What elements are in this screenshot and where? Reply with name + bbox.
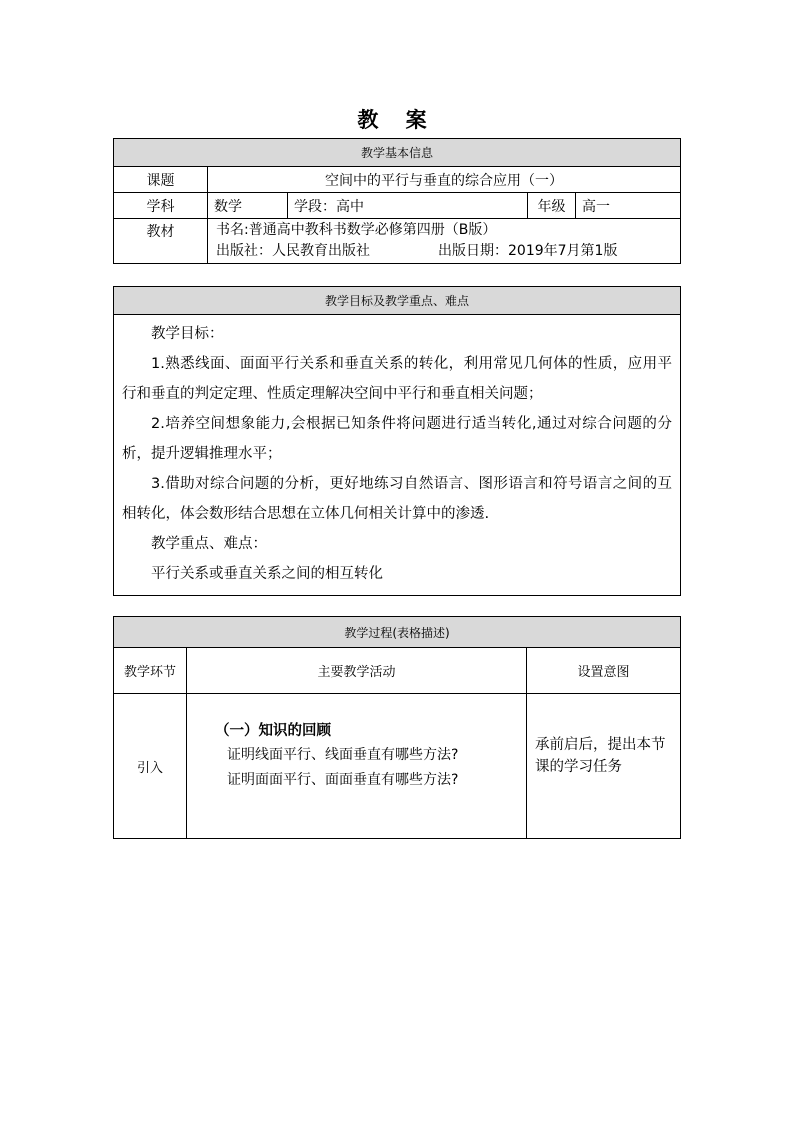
column-header-activity: 主要教学活动 (187, 648, 527, 694)
table-row (114, 694, 681, 839)
activity-question: 证明面面平行、面面垂直有哪些方法? (227, 772, 459, 788)
objectives-content (114, 315, 681, 596)
goals-title: 教学目标： (151, 326, 224, 342)
publisher: 出版社：人民教育出版社 (216, 243, 370, 259)
stage-value: 学段：高中 (288, 193, 528, 219)
process-header: 教学过程(表格描述) (114, 617, 681, 648)
keypoints-title: 教学重点、难点： (151, 536, 267, 552)
publication-line (216, 241, 672, 262)
process-table (113, 616, 681, 839)
goal-item: 2.培养空间想象能力,会根据已知条件将问题进行适当转化,通过对综合问题的分析，提升逻辑推理水平； (122, 416, 672, 462)
document-title: 教 案 (357, 107, 437, 132)
objectives-header: 教学目标及教学重点、难点 (114, 287, 681, 315)
column-header-segment: 教学环节 (114, 648, 187, 694)
segment-cell: 引入 (114, 694, 187, 839)
topic-value: 空间中的平行与垂直的综合应用（一） (208, 167, 681, 193)
basic-info-header: 教学基本信息 (114, 139, 681, 167)
activity-cell (187, 694, 527, 839)
grade-value: 高一 (576, 193, 681, 219)
textbook-info (208, 219, 681, 264)
keypoints-text: 平行关系或垂直关系之间的相互转化 (151, 566, 383, 582)
subject-value: 数学 (208, 193, 288, 219)
column-header-intent: 设置意图 (527, 648, 681, 694)
goal-item: 3.借助对综合问题的分析，更好地练习自然语言、图形语言和符号语言之间的互相转化，体会数形结合思想在立体几何相关计算中的渗透. (122, 476, 672, 522)
publication-date: 出版日期：2019年7月第1版 (438, 243, 618, 259)
subject-label: 学科 (114, 193, 208, 219)
book-name: 书名:普通高中教科书数学必修第四册（B版） (216, 222, 497, 238)
textbook-label: 教材 (114, 219, 208, 264)
basic-info-table (113, 138, 681, 264)
activity-subtitle: （一）知识的回顾 (215, 722, 331, 739)
goal-item: 1.熟悉线面、面面平行关系和垂直关系的转化，利用常见几何体的性质，应用平行和垂直的判定定理、性质定理解决空间中平行和垂直相关问题； (122, 356, 672, 402)
intent-cell: 承前启后，提出本节课的学习任务 (527, 694, 681, 839)
activity-question: 证明线面平行、线面垂直有哪些方法? (227, 747, 459, 763)
objectives-table (113, 286, 681, 596)
topic-label: 课题 (114, 167, 208, 193)
grade-label: 年级 (528, 193, 576, 219)
